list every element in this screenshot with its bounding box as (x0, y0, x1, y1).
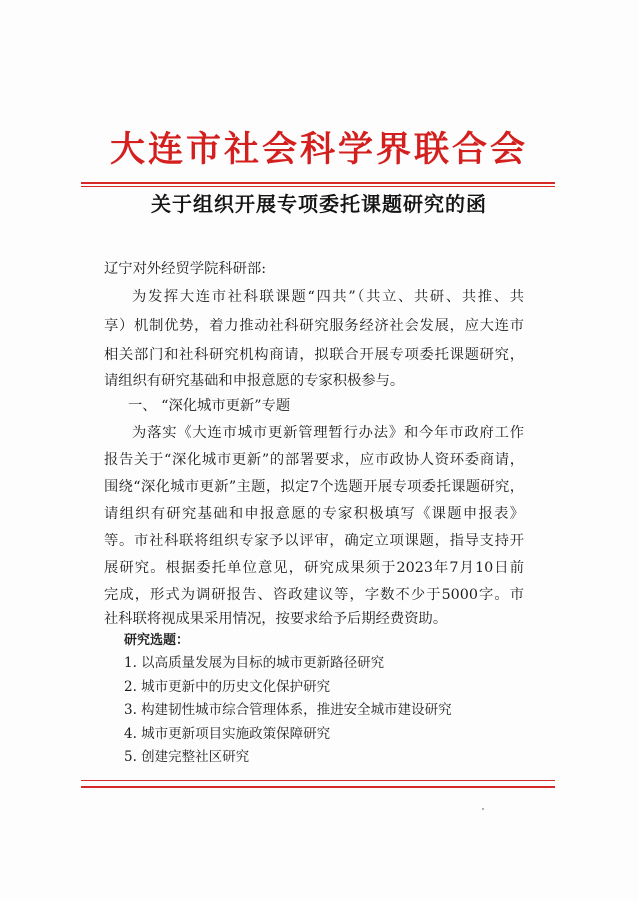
section-heading: 一、 “深化城市更新”专题 (128, 398, 291, 414)
body-line: 完成，形式为调研报告、咨政建议等，字数不少于5000字。市 (104, 587, 524, 603)
intro-line: 享）机制优势，着力推动社科研究服务经济社会发展，应大连市 (104, 318, 524, 334)
body-line: 为落实《大连市城市更新管理暂行办法》和今年市政府工作 (132, 425, 524, 441)
recipient-line: 辽宁对外经贸学院科研部: (104, 261, 267, 277)
intro-line: 相关部门和社科研究机构商请，拟联合开展专项委托课题研究， (104, 347, 524, 363)
topic-item: 3. 构建韧性城市综合管理体系，推进安全城市建设研究 (124, 702, 452, 718)
organization-masthead: 大连市社会科学界联合会 (109, 129, 528, 170)
footer-rule-bottom (81, 786, 555, 788)
scan-speck (482, 808, 484, 810)
topic-item: 1. 以高质量发展为目标的城市更新路径研究 (124, 655, 385, 671)
masthead-rule-bottom (81, 186, 555, 187)
topics-label: 研究选题： (124, 633, 190, 648)
intro-line: 请组织有研究基础和申报意愿的专家积极参与。 (104, 373, 405, 389)
topic-item: 2. 城市更新中的历史文化保护研究 (124, 678, 331, 695)
intro-line: 为发挥大连市社科联课题“四共”（共立、共研、共推、共 (132, 289, 524, 305)
body-line: 请组织有研究基础和申报意愿的专家积极填写《课题申报表》 (104, 506, 524, 522)
body-line: 围绕“深化城市更新”主题，拟定7个选题开展专项委托课题研究， (104, 479, 524, 495)
topic-item: 4. 城市更新项目实施政策保障研究 (124, 725, 331, 742)
body-line: 等。市社科联将组织专家予以评审，确定立项课题，指导支持开 (104, 533, 524, 549)
masthead-rule-top (81, 182, 555, 184)
body-line: 展研究。根据委托单位意见，研究成果须于2023年7月10日前 (104, 560, 524, 576)
body-line: 社科联将视成果采用情况，按要求给予后期经费资助。 (104, 611, 448, 627)
topics-list (124, 652, 452, 770)
topic-item: 5. 创建完整社区研究 (124, 749, 250, 765)
document-title: 关于组织开展专项委托课题研究的函 (151, 192, 487, 216)
body-line: 报告关于“深化城市更新”的部署要求，应市政协人资环委商请， (104, 452, 524, 468)
footer-rule-top (81, 780, 555, 781)
